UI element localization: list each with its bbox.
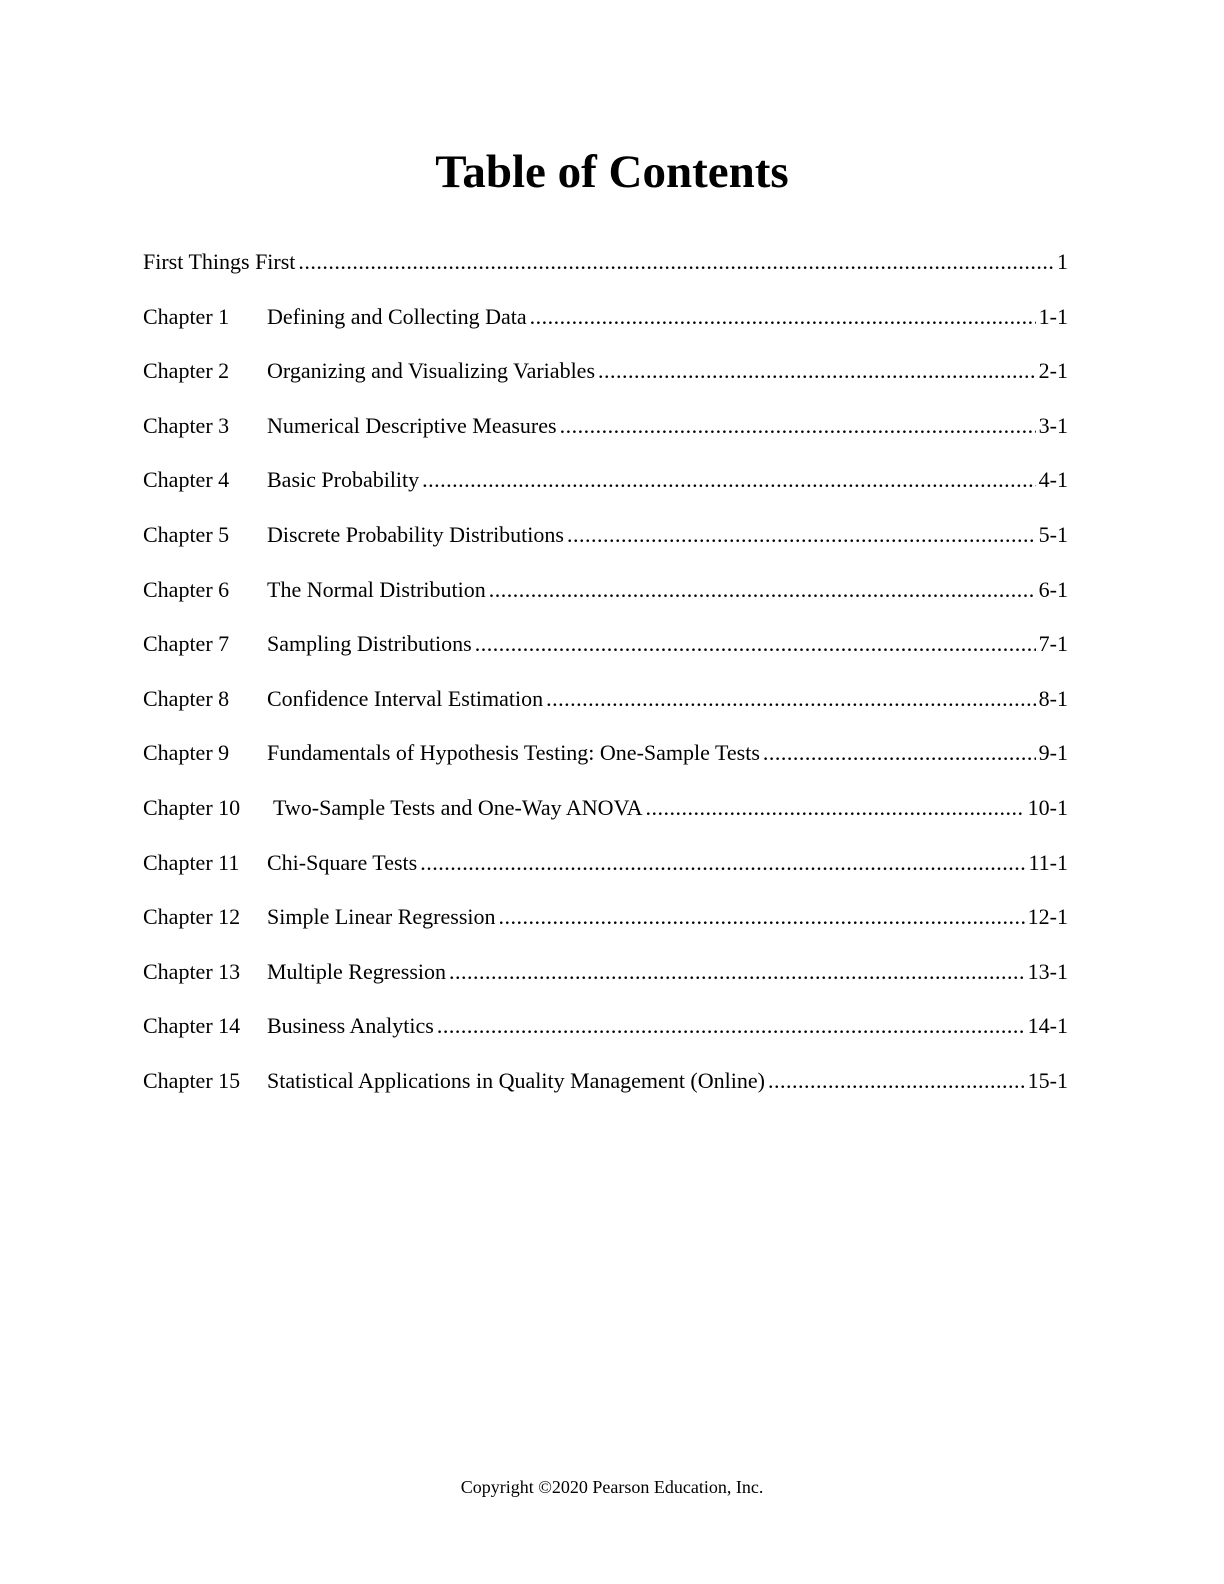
toc-entry-title: Discrete Probability Distributions: [267, 521, 564, 547]
toc-entry-chapter-9[interactable]: [143, 737, 1068, 792]
dot-leader: [422, 464, 1036, 496]
toc-entry-page: 11-1: [1028, 849, 1068, 875]
toc-entry-chapter-14[interactable]: [143, 1010, 1068, 1065]
toc-entry-title: First Things First: [143, 249, 296, 274]
toc-entry-title: Confidence Interval Estimation: [267, 685, 544, 711]
toc-entry-label: Chapter 13: [143, 958, 241, 984]
toc-entry-title: Two-Sample Tests and One-Way ANOVA: [273, 794, 643, 820]
toc-entry-chapter-11[interactable]: [143, 847, 1068, 902]
dot-leader: [530, 301, 1036, 333]
toc-entry-title: Multiple Regression: [267, 958, 447, 984]
toc-entry-page: 4-1: [1038, 467, 1068, 493]
toc-entry-title: Statistical Applications in Quality Management (Online): [267, 1067, 765, 1093]
dot-leader: [768, 1065, 1025, 1097]
page-title: Table of Contents: [435, 146, 789, 198]
dot-leader: [298, 246, 1054, 278]
toc-entry-page: 13-1: [1027, 958, 1068, 984]
toc-entry-title: Numerical Descriptive Measures: [267, 412, 557, 438]
toc-entry-label: Chapter 12: [143, 904, 241, 930]
toc-entry-title: Defining and Collecting Data: [267, 303, 527, 329]
toc-entry-title: Simple Linear Regression: [267, 904, 496, 930]
toc-entry-label: Chapter 5: [143, 521, 230, 547]
toc-entry-chapter-7[interactable]: [143, 628, 1068, 683]
dot-leader: [646, 792, 1025, 824]
toc-entry-page: 2-1: [1038, 358, 1068, 384]
toc-entry-page: 5-1: [1038, 521, 1068, 547]
toc-entry-chapter-4[interactable]: [143, 464, 1068, 519]
dot-leader: [560, 410, 1036, 442]
toc-entry-label: Chapter 10: [143, 794, 241, 820]
dot-leader: [475, 628, 1036, 660]
dot-leader: [489, 574, 1036, 606]
toc-entry-page: 8-1: [1038, 685, 1068, 711]
toc-entry-chapter-1[interactable]: [143, 301, 1068, 356]
toc-entry-page: 12-1: [1027, 904, 1068, 930]
toc-entry-chapter-6[interactable]: [143, 574, 1068, 629]
dot-leader: [598, 355, 1036, 387]
toc-entry-page: 7-1: [1038, 631, 1068, 657]
toc-entry-chapter-5[interactable]: [143, 519, 1068, 574]
dot-leader: [567, 519, 1036, 551]
toc-entry-label: Chapter 6: [143, 576, 230, 602]
toc-entry-label: Chapter 7: [143, 631, 230, 657]
toc-entry-label: Chapter 3: [143, 412, 230, 438]
toc-entry-label: Chapter 15: [143, 1067, 241, 1093]
dot-leader: [763, 737, 1036, 769]
toc-entry-chapter-3[interactable]: [143, 410, 1068, 465]
dot-leader: [546, 683, 1036, 715]
toc-entry-label: Chapter 8: [143, 685, 230, 711]
toc-entry-chapter-2[interactable]: [143, 355, 1068, 410]
toc-entry-label: Chapter 1: [143, 303, 230, 329]
toc-entry-page: 1-1: [1038, 303, 1068, 329]
toc-entry-chapter-15[interactable]: [143, 1065, 1068, 1120]
table-of-contents: [143, 246, 1068, 1120]
dot-leader: [449, 956, 1025, 988]
toc-entry-title: Basic Probability: [267, 467, 420, 493]
toc-entry-label: Chapter 4: [143, 467, 230, 493]
toc-entry-first-things-first[interactable]: [143, 246, 1068, 301]
toc-entry-page: 14-1: [1027, 1013, 1068, 1039]
toc-entry-page: 1: [1057, 249, 1068, 274]
dot-leader: [499, 901, 1025, 933]
toc-entry-title: Organizing and Visualizing Variables: [267, 358, 596, 384]
toc-entry-label: Chapter 9: [143, 740, 230, 766]
copyright-footer: Copyright ©2020 Pearson Education, Inc.: [460, 1477, 764, 1497]
dot-leader: [420, 847, 1025, 879]
toc-entry-page: 9-1: [1038, 740, 1068, 766]
toc-entry-label: Chapter 14: [143, 1013, 241, 1039]
toc-entry-page: 3-1: [1038, 412, 1068, 438]
toc-entry-title: Fundamentals of Hypothesis Testing: One-Sample Tests: [267, 740, 760, 766]
toc-entry-title: The Normal Distribution: [267, 576, 486, 602]
toc-entry-label: Chapter 2: [143, 358, 230, 384]
toc-entry-page: 6-1: [1038, 576, 1068, 602]
toc-entry-chapter-13[interactable]: [143, 956, 1068, 1011]
toc-entry-chapter-12[interactable]: [143, 901, 1068, 956]
toc-entry-title: Chi-Square Tests: [267, 849, 418, 875]
dot-leader: [437, 1010, 1025, 1042]
toc-entry-page: 15-1: [1027, 1067, 1068, 1093]
toc-entry-label: Chapter 11: [143, 849, 240, 875]
toc-entry-title: Business Analytics: [267, 1013, 434, 1039]
toc-entry-page: 10-1: [1027, 794, 1068, 820]
toc-entry-title: Sampling Distributions: [267, 631, 472, 657]
toc-entry-chapter-8[interactable]: [143, 683, 1068, 738]
toc-entry-chapter-10[interactable]: [143, 792, 1068, 847]
